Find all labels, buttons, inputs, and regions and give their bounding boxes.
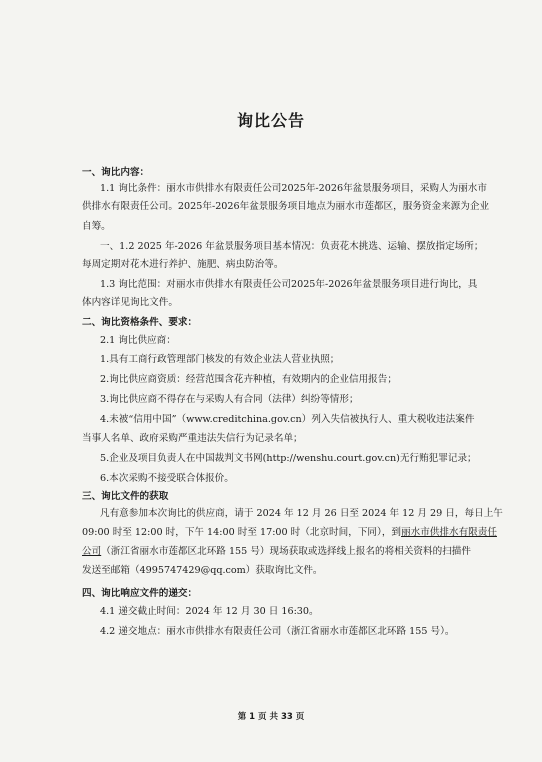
- s1-p1-line1: 1.1 询比条件：丽水市供排水有限责任公司2025年-2026年盆景服务项目，采购人为丽水市: [100, 183, 487, 194]
- s1-p3-line1: 1.3 询比范围：对丽水市供排水有限责任公司2025年-2026年盆景服务项目进行询比，具: [100, 279, 478, 290]
- s2-item-4-line2: 当事人名单、政府采购严重违法失信行为记录名单；: [82, 433, 303, 444]
- s1-p2-line2: 每周定期对花木进行养护、施肥、病虫防治等。: [82, 259, 284, 270]
- s1-p1-line3: 自筹。: [82, 221, 111, 232]
- section-1-heading: 一、询比内容：: [82, 167, 150, 178]
- s2-sub: 2.1 询比供应商：: [100, 335, 176, 346]
- company-name-underlined-end: 公司: [82, 546, 102, 557]
- s3-line4: 发送至邮箱（4995747429@qq.com）获取询比文件。: [82, 565, 323, 576]
- company-name-underlined: 丽水市供排水有限责任: [401, 527, 497, 538]
- section-3-heading: 三、询比文件的获取: [82, 491, 169, 502]
- s2-item-3: 3.询比供应商不得存在与采购人有合同（法律）纠纷等情形；: [100, 394, 359, 405]
- s1-p1-line2: 供排水有限责任公司。2025年-2026年盆景服务项目地点为丽水市莲都区，服务资金来源为企业: [82, 201, 490, 212]
- section-4-heading: 四、询比响应文件的递交：: [82, 588, 198, 599]
- s1-p2-line1: 一、1.2 2025 年-2026 年盆景服务项目基本情况：负责花木挑选、运输、摆放指定场所；: [100, 241, 484, 252]
- s2-item-2: 2.询比供应商资质：经营范围含花卉种植，有效期内的企业信用报告；: [100, 374, 397, 385]
- page-number-footer: 第 1 页 共 33 页: [237, 712, 305, 722]
- s2-item-6: 6.本次采购不接受联合体报价。: [100, 473, 234, 484]
- s3-line1: 凡有意参加本次询比的供应商，请于 2024 年 12 月 26 日至 2024 年 12 月 29 日，每日上午: [100, 508, 503, 519]
- s2-item-5: 5.企业及项目负责人在中国裁判文书网(http://wenshu.court.gov.cn)无行贿犯罪记录；: [100, 453, 477, 464]
- s3-line2: 09:00 时至 12:00 时，下午 14:00 时至 17:00 时（北京时间，下同），到丽水市供排水有限责任: [82, 527, 497, 538]
- s3-line3: 公司（浙江省丽水市莲都区北环路 155 号）现场获取或选择线上报名的将相关资料的扫描件: [82, 546, 471, 557]
- page-title: 询比公告: [236, 111, 305, 130]
- s4-line2: 4.2 递交地点：丽水市供排水有限责任公司（浙江省丽水市莲都区北环路 155 号）。: [100, 626, 455, 637]
- s2-item-4-line1: 4.未被“信用中国”（www.creditchina.gov.cn）列入失信被执行人、重大税收违法案件: [100, 414, 475, 425]
- s4-line1: 4.1 递交截止时间：2024 年 12 月 30 日 16:30。: [100, 606, 319, 617]
- s1-p3-line2: 体内容详见询比文件。: [82, 297, 178, 308]
- section-2-heading: 二、询比资格条件、要求：: [82, 317, 198, 328]
- s2-item-1: 1.具有工商行政管理部门核发的有效企业法人营业执照；: [100, 354, 340, 365]
